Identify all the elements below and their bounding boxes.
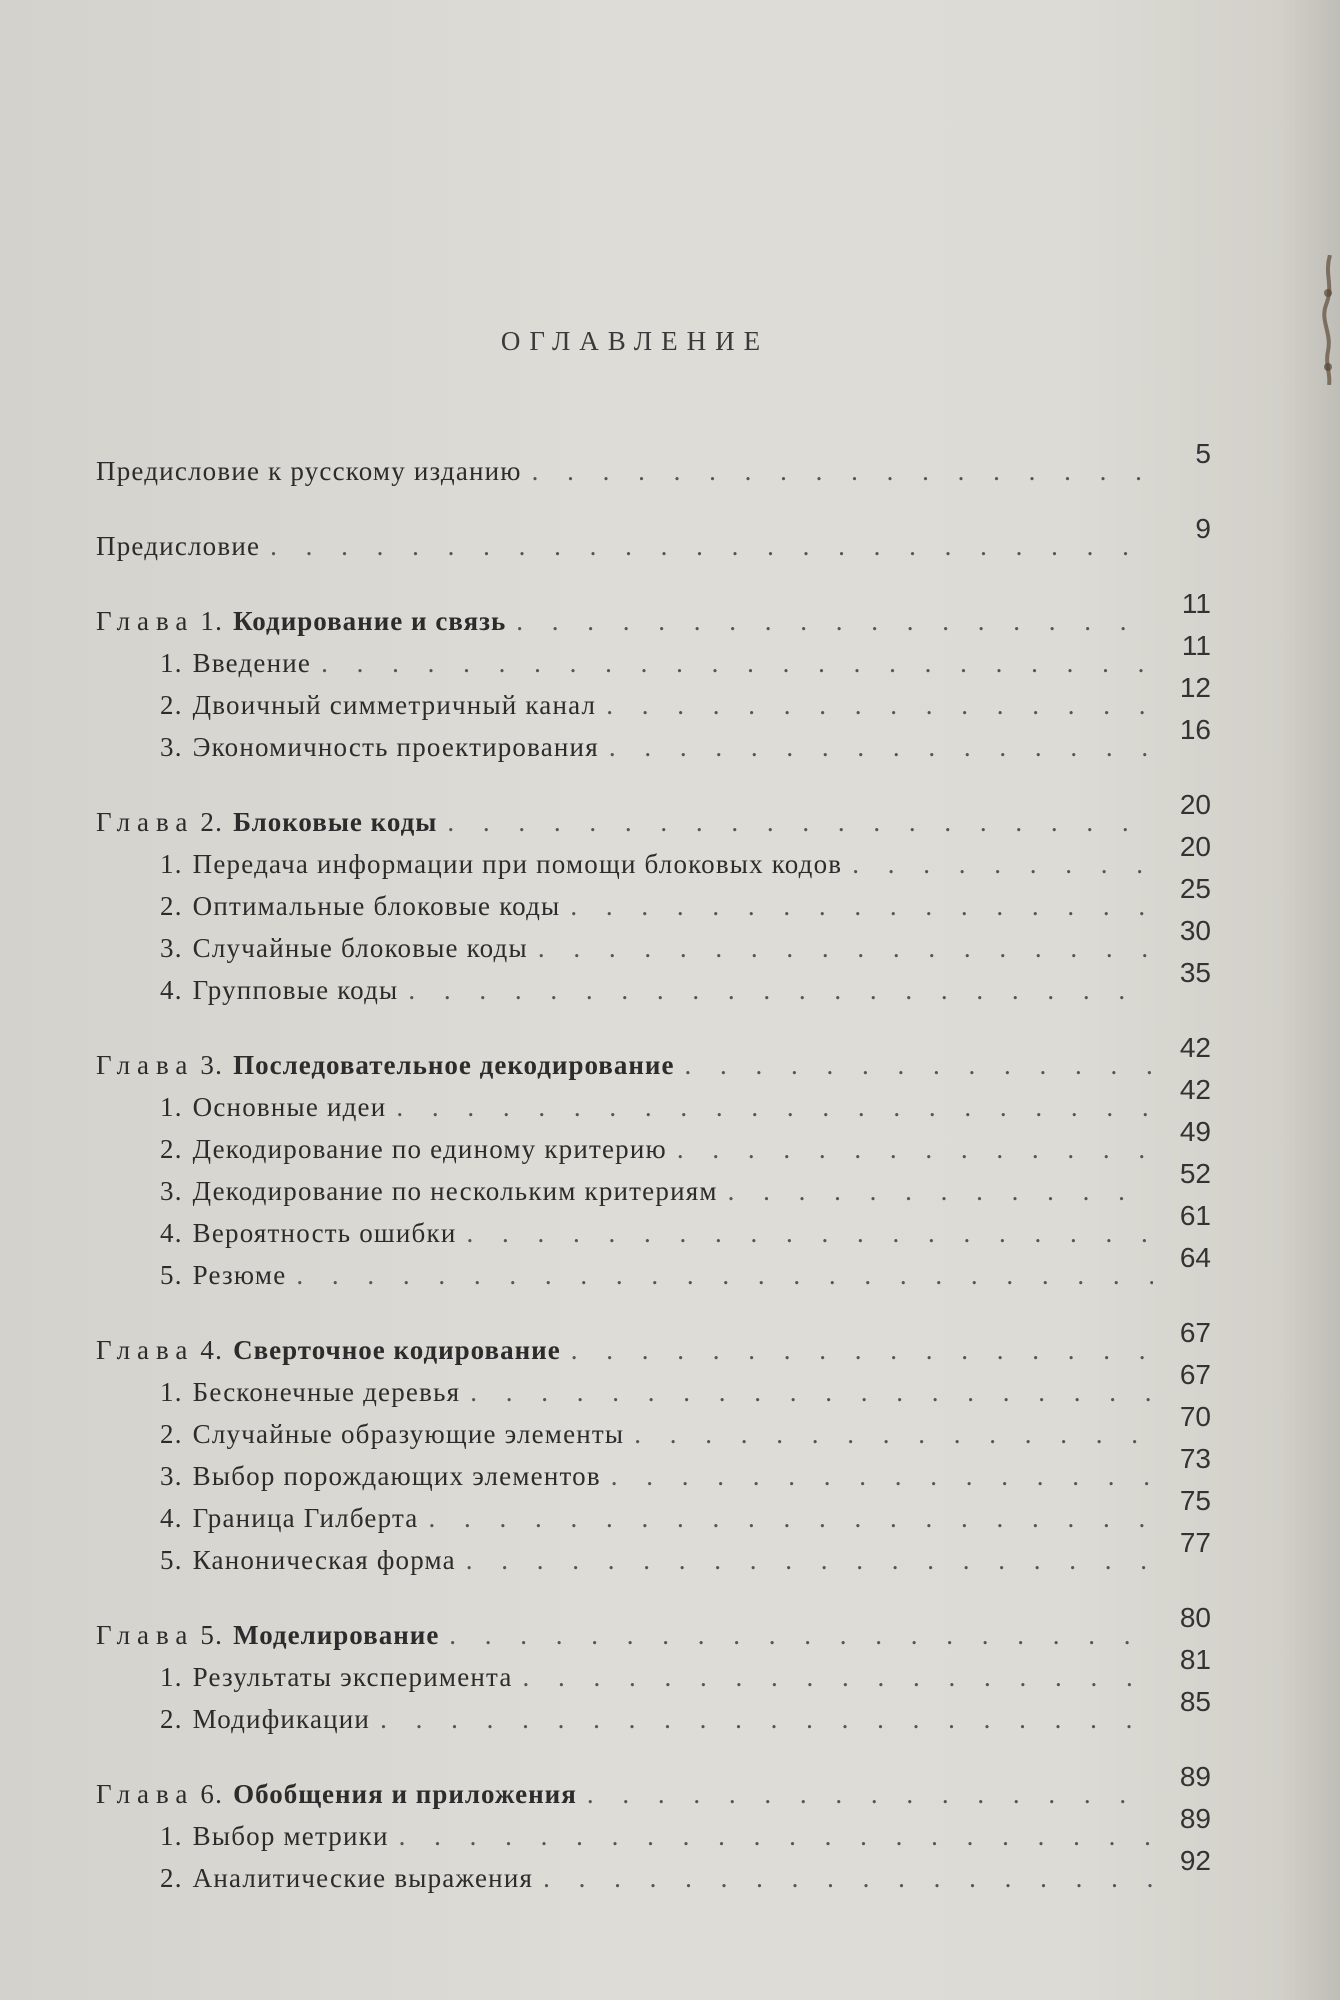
section-number: 1.: [160, 1821, 183, 1851]
toc-entry-label: [160, 891, 560, 922]
chapter-number: 4.: [200, 1335, 224, 1365]
toc-entry-label: [160, 1821, 389, 1852]
front-matter-title: Предисловие: [96, 531, 261, 561]
toc-row: [96, 672, 1211, 731]
toc-heading: ОГЛАВЛЕНИЕ: [500, 326, 770, 356]
dot-leader: [728, 1176, 1153, 1207]
section-number: 2.: [160, 1134, 183, 1164]
toc-entry-label: [160, 975, 398, 1006]
chapter-title: Блоковые коды: [233, 807, 438, 837]
toc-entry-label: [96, 606, 506, 637]
toc-entry-label: [160, 732, 599, 763]
toc-row: [96, 1644, 1211, 1703]
toc-entry-label: [160, 690, 596, 721]
chapter-number: 2.: [200, 807, 224, 837]
toc-entry-label: [160, 1545, 456, 1576]
toc-entry-label: [160, 933, 528, 964]
toc-row: [96, 1845, 1211, 1904]
section-title: Декодирование по единому критерию: [192, 1134, 667, 1164]
toc-row: [96, 1443, 1211, 1502]
toc-row: [96, 1242, 1211, 1301]
toc-row: [96, 1032, 1211, 1091]
chapter-number: 6.: [200, 1779, 224, 1809]
toc-row: [96, 915, 1211, 974]
toc-row: [96, 957, 1211, 1016]
toc-entry-label: [96, 1620, 439, 1651]
toc-row: [96, 1116, 1211, 1175]
page-number: 52: [1179, 1158, 1211, 1189]
chapter-title: Сверточное кодирование: [233, 1335, 561, 1365]
page-number: 11: [1181, 630, 1211, 661]
chapter-title: Моделирование: [233, 1620, 440, 1650]
section-title: Выбор метрики: [192, 1821, 389, 1851]
section-number: 2.: [160, 1704, 183, 1734]
section-title: Введение: [192, 648, 312, 678]
page-number: 61: [1179, 1200, 1211, 1231]
toc-entry-label: [160, 1461, 601, 1492]
page-number: 49: [1179, 1116, 1211, 1147]
dot-leader: [538, 933, 1153, 964]
page-number: 67: [1179, 1359, 1211, 1390]
section-number: 4.: [160, 1218, 183, 1248]
page-number: 25: [1179, 873, 1211, 904]
dot-leader: [396, 1092, 1153, 1123]
toc-entry-label: [160, 1704, 370, 1735]
section-title: Случайные образующие элементы: [192, 1419, 625, 1449]
dot-leader: [270, 531, 1153, 562]
toc-row: [96, 1317, 1211, 1376]
toc-entry-label: [160, 1092, 386, 1123]
page-number: 73: [1179, 1443, 1211, 1474]
section-title: Декодирование по нескольким критериям: [192, 1176, 718, 1206]
dot-leader: [523, 1662, 1153, 1693]
dot-leader: [570, 891, 1153, 922]
toc-entry-label: [96, 456, 522, 487]
dot-leader: [571, 1335, 1153, 1366]
dot-leader: [321, 648, 1153, 679]
dot-leader: [380, 1704, 1153, 1735]
section-title: Передача информации при помощи блоковых кодов: [192, 849, 843, 879]
toc-row: [96, 1158, 1211, 1217]
section-number: 3.: [160, 933, 183, 963]
dot-leader: [466, 1545, 1153, 1576]
page-number: 77: [1179, 1527, 1211, 1558]
toc-entry-label: [96, 1335, 561, 1366]
dot-leader: [399, 1821, 1153, 1852]
page-number: 11: [1181, 588, 1211, 619]
toc-entry-label: [160, 1503, 418, 1534]
section-title: Оптимальные блоковые коды: [192, 891, 561, 921]
page-number: 30: [1179, 915, 1211, 946]
toc-entry-label: [96, 531, 260, 562]
section-title: Модификации: [192, 1704, 371, 1734]
section-number: 5.: [160, 1545, 183, 1575]
dot-leader: [428, 1503, 1153, 1534]
section-title: Двоичный симметричный канал: [192, 690, 597, 720]
toc-entry-label: [96, 1779, 577, 1810]
page-number: 20: [1179, 789, 1211, 820]
dot-leader: [516, 606, 1153, 637]
dot-leader: [852, 849, 1153, 880]
toc-entry-label: [160, 648, 311, 679]
toc-row: [96, 513, 1211, 572]
dot-leader: [677, 1134, 1153, 1165]
toc-row: [96, 831, 1211, 890]
toc-row: [96, 873, 1211, 932]
dot-leader: [606, 690, 1153, 721]
dot-leader: [684, 1050, 1153, 1081]
front-matter-title: Предисловие к русскому изданию: [96, 456, 522, 486]
section-title: Результаты эксперимента: [192, 1662, 513, 1692]
section-title: Экономичность проектирования: [192, 732, 599, 762]
dot-leader: [470, 1377, 1153, 1408]
toc-entry-label: [160, 1134, 667, 1165]
section-number: 2.: [160, 690, 183, 720]
page-number: 42: [1179, 1074, 1211, 1105]
page-number: 67: [1179, 1317, 1211, 1348]
dot-leader: [466, 1218, 1153, 1249]
toc-row: [96, 1803, 1211, 1862]
chapter-word: Глава: [96, 1050, 195, 1080]
section-title: Случайные блоковые коды: [192, 933, 528, 963]
page-number: 64: [1179, 1242, 1211, 1273]
dot-leader: [532, 456, 1153, 487]
page-number: 16: [1179, 714, 1211, 745]
chapter-number: 3.: [200, 1050, 224, 1080]
toc-row: [96, 714, 1211, 773]
toc-entry-label: [160, 849, 842, 880]
page-number: 42: [1179, 1032, 1211, 1063]
chapter-word: Глава: [96, 1779, 195, 1809]
section-number: 3.: [160, 1176, 183, 1206]
section-number: 3.: [160, 732, 183, 762]
section-title: Каноническая форма: [192, 1545, 456, 1575]
toc-row: [96, 1359, 1211, 1418]
chapter-title: Обобщения и приложения: [233, 1779, 577, 1809]
section-title: Выбор порождающих элементов: [192, 1461, 601, 1491]
chapter-number: 1.: [200, 606, 224, 636]
toc-row: [96, 1200, 1211, 1259]
section-title: Граница Гилберта: [192, 1503, 419, 1533]
toc-entry-label: [160, 1176, 718, 1207]
chapter-title: Последовательное декодирование: [233, 1050, 675, 1080]
section-title: Групповые коды: [192, 975, 399, 1005]
toc-row: [96, 630, 1211, 689]
toc-row: [96, 1401, 1211, 1460]
dot-leader: [408, 975, 1153, 1006]
page-number: 35: [1179, 957, 1211, 988]
section-title: Бесконечные деревья: [192, 1377, 461, 1407]
dot-leader: [296, 1260, 1153, 1291]
chapter-word: Глава: [96, 606, 195, 636]
toc-row: [96, 1686, 1211, 1745]
section-number: 5.: [160, 1260, 183, 1290]
toc-entry-label: [160, 1218, 456, 1249]
chapter-word: Глава: [96, 807, 195, 837]
section-number: 2.: [160, 891, 183, 921]
toc-row: [96, 1485, 1211, 1544]
toc-entry-label: [160, 1260, 286, 1291]
page-number: 20: [1179, 831, 1211, 862]
toc-entry-label: [160, 1419, 624, 1450]
dot-leader: [447, 807, 1153, 838]
section-title: Аналитические выражения: [192, 1863, 534, 1893]
section-number: 1.: [160, 1092, 183, 1122]
dot-leader: [634, 1419, 1153, 1450]
section-number: 2.: [160, 1863, 183, 1893]
toc-entry-label: [160, 1377, 460, 1408]
section-title: Резюме: [192, 1260, 287, 1290]
section-number: 1.: [160, 648, 183, 678]
toc-row: [96, 438, 1211, 497]
toc-row: [96, 588, 1211, 647]
section-title: Вероятность ошибки: [192, 1218, 457, 1248]
toc-row: [96, 1761, 1211, 1820]
toc-entry-label: [96, 807, 437, 838]
toc-row: [96, 1527, 1211, 1586]
section-number: 4.: [160, 1503, 183, 1533]
page-number: 5: [1195, 438, 1211, 469]
section-number: 3.: [160, 1461, 183, 1491]
page-number: 75: [1179, 1485, 1211, 1516]
chapter-number: 5.: [200, 1620, 224, 1650]
page-number: 89: [1179, 1803, 1211, 1834]
section-number: 1.: [160, 1662, 183, 1692]
toc-entry-label: [160, 1662, 513, 1693]
dot-leader: [587, 1779, 1153, 1810]
page-number: 9: [1195, 513, 1211, 544]
section-number: 4.: [160, 975, 183, 1005]
chapter-word: Глава: [96, 1335, 195, 1365]
section-number: 2.: [160, 1419, 183, 1449]
table-of-contents: [96, 438, 1211, 1904]
section-number: 1.: [160, 849, 183, 879]
chapter-title: Кодирование и связь: [233, 606, 507, 636]
toc-entry-label: [96, 1050, 674, 1081]
toc-row: [96, 1602, 1211, 1661]
page-number: 70: [1179, 1401, 1211, 1432]
page-number: 89: [1179, 1761, 1211, 1792]
page-number: 12: [1179, 672, 1211, 703]
dot-leader: [611, 1461, 1153, 1492]
binding-staple-icon: [1316, 255, 1338, 385]
toc-row: [96, 789, 1211, 848]
toc-entry-label: [160, 1863, 533, 1894]
dot-leader: [449, 1620, 1153, 1651]
page-number: 85: [1179, 1686, 1211, 1717]
dot-leader: [543, 1863, 1153, 1894]
section-title: Основные идеи: [192, 1092, 387, 1122]
page-number: 92: [1179, 1845, 1211, 1876]
section-number: 1.: [160, 1377, 183, 1407]
toc-row: [96, 1074, 1211, 1133]
dot-leader: [609, 732, 1153, 763]
page-number: 81: [1179, 1644, 1211, 1675]
page-number: 80: [1179, 1602, 1211, 1633]
chapter-word: Глава: [96, 1620, 195, 1650]
